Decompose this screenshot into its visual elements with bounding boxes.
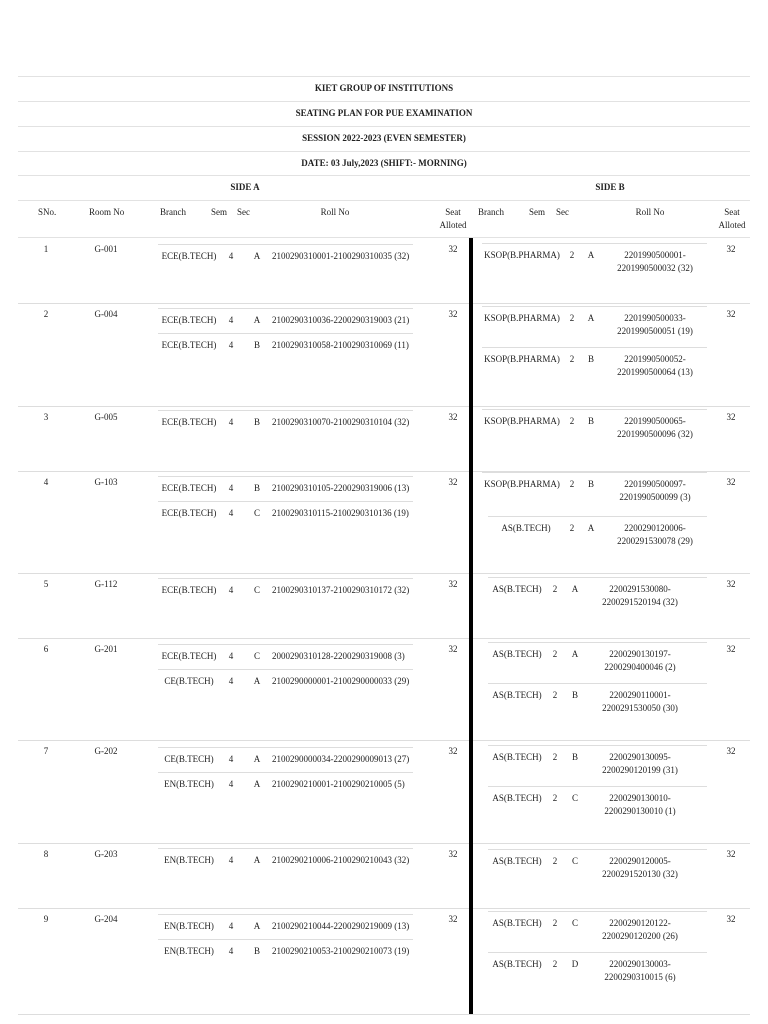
entry-divider-b	[482, 347, 707, 348]
roll-b-start: 2201990500097-	[624, 479, 686, 489]
row-room: G-201	[94, 644, 118, 654]
roll-a: 2100290000034-2200290009013 (27)	[272, 754, 410, 764]
roll-b-end: 2200290130010 (1)	[604, 806, 676, 816]
sem-b: 2	[552, 752, 558, 762]
branch-b: AS(B.TECH)	[492, 584, 542, 594]
branch-a: ECE(B.TECH)	[161, 508, 217, 518]
entry-divider-b	[488, 786, 707, 787]
row-divider	[18, 908, 750, 909]
branch-a: EN(B.TECH)	[164, 779, 214, 789]
branch-b: AS(B.TECH)	[492, 918, 542, 928]
entry-divider-b	[488, 577, 707, 578]
seat-alloted-b: 32	[726, 309, 736, 319]
roll-b-start: 2200290130095-	[609, 752, 671, 762]
seat-alloted-a: 32	[448, 412, 458, 422]
roll-b-end: 2200291530078 (29)	[617, 536, 693, 546]
sem-a: 4	[228, 779, 234, 789]
column-header-divider	[18, 237, 750, 238]
row-room: G-103	[94, 477, 118, 487]
branch-b: AS(B.TECH)	[492, 752, 542, 762]
seat-alloted-b: 32	[726, 412, 736, 422]
side-divider	[18, 200, 750, 201]
seat-alloted-a: 32	[448, 914, 458, 924]
branch-b: KSOP(B.PHARMA)	[484, 250, 560, 260]
row-room: G-001	[94, 244, 118, 254]
roll-b-end: 2201990500096 (32)	[617, 429, 693, 439]
entry-divider-a	[158, 501, 413, 502]
entry-divider-a	[158, 747, 413, 748]
sem-a: 4	[228, 340, 234, 350]
sem-a: 4	[228, 251, 234, 261]
sem-b: 2	[552, 584, 558, 594]
seat-alloted-b: 32	[726, 849, 736, 859]
roll-b-start: 2200290130010-	[609, 793, 671, 803]
entry-divider-a	[158, 476, 413, 477]
branch-b: KSOP(B.PHARMA)	[484, 354, 560, 364]
sem-b: 2	[569, 250, 575, 260]
entry-divider-a	[158, 939, 413, 940]
col-branch-b: Branch	[478, 207, 504, 217]
seat-alloted-b: 32	[726, 244, 736, 254]
sem-a: 4	[228, 585, 234, 595]
sec-b: B	[571, 752, 578, 762]
sem-a: 4	[228, 417, 234, 427]
roll-b-start: 2200290130003-	[609, 959, 671, 969]
roll-b-end: 2200290400046 (2)	[604, 662, 676, 672]
sec-b: C	[571, 793, 578, 803]
session-title: SESSION 2022-2023 (EVEN SEMESTER)	[18, 126, 750, 152]
sec-b: A	[571, 584, 579, 594]
row-divider	[18, 303, 750, 304]
sem-b: 2	[552, 856, 558, 866]
header-divider	[18, 175, 750, 176]
sem-b: 2	[569, 313, 575, 323]
sem-a: 4	[228, 946, 234, 956]
sem-b: 2	[552, 793, 558, 803]
roll-b-start: 2200290120005-	[609, 856, 671, 866]
roll-a: 2100290310070-2100290310104 (32)	[272, 417, 410, 427]
branch-b: KSOP(B.PHARMA)	[484, 416, 560, 426]
branch-a: ECE(B.TECH)	[161, 417, 217, 427]
branch-b: AS(B.TECH)	[492, 856, 542, 866]
entry-divider-a	[158, 333, 413, 334]
sem-a: 4	[228, 676, 234, 686]
branch-a: EN(B.TECH)	[164, 855, 214, 865]
side-separator	[469, 238, 473, 1014]
roll-a: 2100290310105-2200290319006 (13)	[272, 483, 410, 493]
sem-a: 4	[228, 754, 234, 764]
sec-a: B	[253, 483, 260, 493]
sec-b: B	[587, 354, 594, 364]
entry-divider-b	[482, 243, 707, 244]
roll-b-end: 2200291520194 (32)	[602, 597, 678, 607]
branch-b: AS(B.TECH)	[492, 649, 542, 659]
seat-alloted-a: 32	[448, 477, 458, 487]
roll-b-end: 2200290120200 (26)	[602, 931, 678, 941]
entry-divider-b	[488, 683, 707, 684]
plan-title: SEATING PLAN FOR PUE EXAMINATION	[18, 101, 750, 127]
roll-a: 2100290210001-2100290210005 (5)	[272, 779, 405, 789]
sec-a: A	[253, 251, 261, 261]
sem-a: 4	[228, 921, 234, 931]
sec-b: A	[571, 649, 579, 659]
entry-divider-a	[158, 308, 413, 309]
seat-alloted-b: 32	[726, 477, 736, 487]
seat-alloted-a: 32	[448, 644, 458, 654]
roll-a: 2000290310128-2200290319008 (3)	[272, 651, 405, 661]
sem-a: 4	[228, 855, 234, 865]
row-sno: 7	[43, 746, 49, 756]
row-room: G-202	[94, 746, 118, 756]
sem-b: 2	[552, 918, 558, 928]
roll-b-start: 2200290110001-	[609, 690, 671, 700]
entry-divider-a	[158, 669, 413, 670]
roll-b-start: 2201990500033-	[624, 313, 686, 323]
branch-a: ECE(B.TECH)	[161, 251, 217, 261]
branch-a: EN(B.TECH)	[164, 946, 214, 956]
sec-a: A	[253, 315, 261, 325]
roll-a: 2100290310036-2200290319003 (21)	[272, 315, 410, 325]
roll-b-end: 2201990500064 (13)	[617, 367, 693, 377]
sem-b: 2	[569, 416, 575, 426]
col-roll-b: Roll No	[635, 207, 665, 217]
col-sem-a: Sem	[211, 207, 228, 217]
sec-b: C	[571, 856, 578, 866]
seat-alloted-a: 32	[448, 244, 458, 254]
entry-divider-a	[158, 914, 413, 915]
sem-a: 4	[228, 508, 234, 518]
row-divider	[18, 573, 750, 574]
row-divider	[18, 843, 750, 844]
sec-a: A	[253, 676, 261, 686]
sem-a: 4	[228, 651, 234, 661]
side-a-label: SIDE A	[230, 182, 260, 192]
sec-b: A	[587, 250, 595, 260]
entry-divider-a	[158, 644, 413, 645]
seat-alloted-a: 32	[448, 746, 458, 756]
sec-b: B	[587, 416, 594, 426]
roll-a: 2100290210044-2200290219009 (13)	[272, 921, 410, 931]
roll-b-start: 2200290120122-	[609, 918, 671, 928]
sec-a: A	[253, 855, 261, 865]
entry-divider-a	[158, 848, 413, 849]
col-seat-b-2: Alloted	[718, 220, 746, 230]
row-room: G-005	[94, 412, 118, 422]
sem-b: 2	[569, 354, 575, 364]
branch-a: ECE(B.TECH)	[161, 585, 217, 595]
branch-b: AS(B.TECH)	[492, 793, 542, 803]
sec-a: C	[253, 508, 260, 518]
sec-a: C	[253, 585, 260, 595]
row-sno: 1	[43, 244, 49, 254]
entry-divider-b	[488, 952, 707, 953]
entry-divider-b	[482, 409, 707, 410]
row-sno: 3	[43, 412, 49, 422]
row-divider	[18, 406, 750, 407]
sec-a: B	[253, 946, 260, 956]
branch-a: CE(B.TECH)	[164, 676, 214, 686]
col-branch-a: Branch	[160, 207, 186, 217]
roll-b-start: 2201990500052-	[624, 354, 686, 364]
roll-b-start: 2200290130197-	[609, 649, 671, 659]
branch-b: KSOP(B.PHARMA)	[484, 313, 560, 323]
row-room: G-112	[94, 579, 118, 589]
seat-alloted-b: 32	[726, 914, 736, 924]
row-sno: 9	[43, 914, 49, 924]
roll-b-end: 2200290310015 (6)	[604, 972, 676, 982]
branch-a: EN(B.TECH)	[164, 921, 214, 931]
entry-divider-b	[488, 911, 707, 912]
seat-alloted-a: 32	[448, 309, 458, 319]
entry-divider-b	[488, 516, 707, 517]
roll-b-start: 2200291530080-	[609, 584, 671, 594]
institution-title: KIET GROUP OF INSTITUTIONS	[18, 76, 750, 102]
entry-divider-a	[158, 578, 413, 579]
col-sec-b: Sec	[556, 207, 569, 217]
row-room: G-204	[94, 914, 118, 924]
sec-b: B	[571, 690, 578, 700]
seat-alloted-b: 32	[726, 644, 736, 654]
branch-b: AS(B.TECH)	[501, 523, 551, 533]
entry-divider-a	[158, 410, 413, 411]
roll-a: 2100290310115-2100290310136 (19)	[272, 508, 409, 518]
row-room: G-004	[94, 309, 118, 319]
col-roll-a: Roll No	[320, 207, 350, 217]
branch-a: ECE(B.TECH)	[161, 651, 217, 661]
side-b-label: SIDE B	[595, 182, 625, 192]
entry-divider-b	[482, 306, 707, 307]
row-sno: 5	[43, 579, 49, 589]
roll-b-end: 2201990500032 (32)	[617, 263, 693, 273]
col-sec-a: Sec	[237, 207, 250, 217]
roll-b-start: 2201990500001-	[624, 250, 686, 260]
col-seat-a-2: Alloted	[439, 220, 467, 230]
row-room: G-203	[94, 849, 118, 859]
seat-alloted-b: 32	[726, 579, 736, 589]
sem-b: 2	[552, 690, 558, 700]
sem-b: 2	[569, 479, 575, 489]
branch-a: CE(B.TECH)	[164, 754, 214, 764]
sec-a: B	[253, 340, 260, 350]
roll-a: 2100290310001-2100290310035 (32)	[272, 251, 410, 261]
sec-b: A	[587, 313, 595, 323]
sec-a: A	[253, 779, 261, 789]
row-divider	[18, 638, 750, 639]
roll-a: 2100290000001-2100290000033 (29)	[272, 676, 410, 686]
roll-a: 2100290310137-2100290310172 (32)	[272, 585, 410, 595]
sec-a: B	[253, 417, 260, 427]
sem-a: 4	[228, 483, 234, 493]
roll-b-end: 2201990500099 (3)	[619, 492, 691, 502]
sec-b: C	[571, 918, 578, 928]
row-sno: 4	[43, 477, 49, 487]
sec-a: A	[253, 754, 261, 764]
entry-divider-b	[482, 472, 707, 473]
roll-b-start: 2201990500065-	[624, 416, 686, 426]
sem-b: 2	[552, 959, 558, 969]
branch-b: AS(B.TECH)	[492, 959, 542, 969]
seat-alloted-a: 32	[448, 849, 458, 859]
roll-a: 2100290210053-2100290210073 (19)	[272, 946, 410, 956]
sec-a: C	[253, 651, 260, 661]
entry-divider-b	[488, 642, 707, 643]
sec-a: A	[253, 921, 261, 931]
branch-b: AS(B.TECH)	[492, 690, 542, 700]
col-room: Room No	[89, 207, 125, 217]
roll-b-end: 2200290120199 (31)	[602, 765, 678, 775]
roll-b-start: 2200290120006-	[624, 523, 686, 533]
col-sno: SNo.	[38, 207, 57, 217]
branch-a: ECE(B.TECH)	[161, 315, 217, 325]
entry-divider-a	[158, 244, 413, 245]
branch-a: ECE(B.TECH)	[161, 483, 217, 493]
branch-b: KSOP(B.PHARMA)	[484, 479, 560, 489]
roll-b-end: 2201990500051 (19)	[617, 326, 693, 336]
row-sno: 2	[43, 309, 49, 319]
entry-divider-b	[488, 849, 707, 850]
sec-b: A	[587, 523, 595, 533]
sem-b: 2	[552, 649, 558, 659]
row-sno: 6	[43, 644, 49, 654]
sem-b: 2	[569, 523, 575, 533]
seat-alloted-b: 32	[726, 746, 736, 756]
col-seat-a: Seat	[445, 207, 461, 217]
entry-divider-a	[158, 772, 413, 773]
sec-b: B	[587, 479, 594, 489]
roll-a: 2100290210006-2100290210043 (32)	[272, 855, 410, 865]
roll-b-end: 2200291520130 (32)	[602, 869, 678, 879]
seat-alloted-a: 32	[448, 579, 458, 589]
branch-a: ECE(B.TECH)	[161, 340, 217, 350]
roll-b-end: 2200291530050 (30)	[602, 703, 678, 713]
sem-a: 4	[228, 315, 234, 325]
col-sem-b: Sem	[529, 207, 546, 217]
date-title: DATE: 03 July,2023 (SHIFT:- MORNING)	[18, 151, 750, 176]
entry-divider-b	[488, 745, 707, 746]
row-divider	[18, 1014, 750, 1015]
sec-b: D	[571, 959, 579, 969]
col-seat-b: Seat	[724, 207, 740, 217]
row-divider	[18, 740, 750, 741]
row-sno: 8	[43, 849, 49, 859]
roll-a: 2100290310058-2100290310069 (11)	[272, 340, 409, 350]
